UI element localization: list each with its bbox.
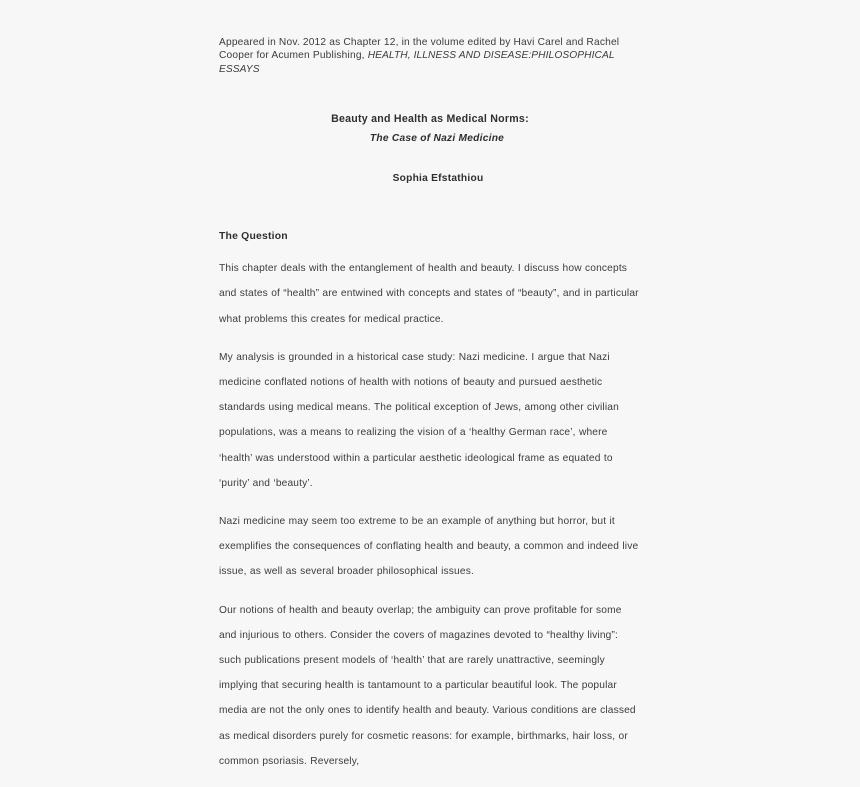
section-heading: The Question <box>219 231 288 243</box>
author-name: Sophia Efstathiou <box>392 173 484 185</box>
provenance-line-1: Appeared in Nov. 2012 as Chapter 12, in the volume edited by Havi Carel and Rachel Cooper for <box>219 37 620 62</box>
volume-title: HEALTH, ILLNESS AND DISEASE:PHILOSOPHICAL ESSAYS <box>219 50 615 75</box>
paragraph: Our notions of health and beauty overlap; the ambiguity can prove profitable for some and injurious to others. Consider the covers of magazines devoted to “healthy living”: such publications present models of ‘health’ that are rarely unattractive, seemingly implying that securing health is tantamount to a particular beautiful look. The popular media are not the only ones to identify health and beauty. Various conditions are classed as medical disorders purely for cosmetic reasons: for example, birthmarks, hair loss, or common psoriasis. Reversely, <box>219 604 636 767</box>
paragraph: My analysis is grounded in a historical case study: Nazi medicine. I argue that Nazi medicine conflated notions of health with notions of beauty and pursued aesthetic standards using medical means. The political exception of Jews, among other civilian populations, was a means to realizing the vision of a ‘healthy German race’, where ‘health’ was understood within a particular aesthetic ideological frame as equated to ‘purity’ and ‘beauty’. <box>219 351 619 489</box>
title-block <box>219 112 641 186</box>
body-copy <box>219 256 641 774</box>
page-subtitle: The Case of Nazi Medicine <box>369 133 505 145</box>
page-title: Beauty and Health as Medical Norms: <box>331 113 529 126</box>
paragraph: This chapter deals with the entanglement of health and beauty. I discuss how concepts and states of “health” are entwined with concepts and states of “beauty”, and in particular what problems this creates for medical practice. <box>219 263 639 325</box>
provenance-line-2-prefix: Acumen Publishing, <box>271 50 368 62</box>
provenance-note <box>219 36 641 76</box>
paragraph: Nazi medicine may seem too extreme to be an example of anything but horror, but it exemplifies the consequences of conflating health and beauty, a common and indeed live issue, as well as several broader philosophical issues. <box>219 516 639 578</box>
document-content-column <box>219 0 641 787</box>
